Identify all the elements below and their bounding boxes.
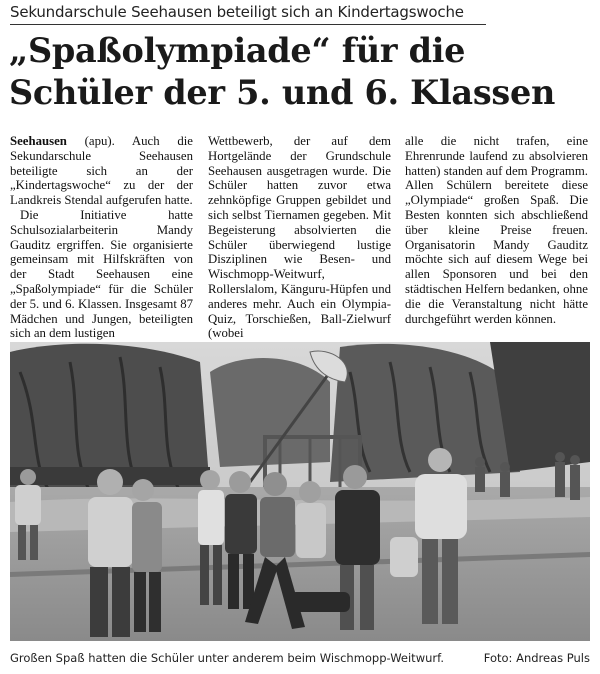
headline bbox=[9, 30, 594, 114]
dateline: Seehausen bbox=[10, 134, 67, 148]
paragraph: Die Initiative hatte Schulsozialarbeiterin Mandy Gauditz ergriffen. Sie organisierte gemeinsam mit Hilfskräften von der Stadt Seehausen eine „Spaßolympiade“ für die Schüler der 5. und 6. Klassen. Insgesamt 87 Mädchen und Jungen, beteiligten sich an dem lustigen bbox=[10, 207, 193, 341]
article-column-2 bbox=[208, 134, 391, 341]
article-column-3 bbox=[405, 134, 588, 326]
paragraph-text: (apu). Auch die Sekundarschule Seehausen beteiligte sich an der „Kindertagswoche“ zu der der Landkreis Stendal aufgerufen hatte. bbox=[10, 134, 193, 208]
caption-text: Großen Spaß hatten die Schüler unter anderem beim Wischmopp-Weitwurf. bbox=[10, 651, 444, 665]
article-column-1 bbox=[10, 134, 193, 341]
headline-line-1: „Spaßolympiade“ für die bbox=[9, 31, 466, 70]
photo-illustration bbox=[10, 342, 590, 641]
paragraph: Wettbewerb, der auf dem Hortgelände der Grundschule Seehausen ausgetragen wurde. Die Schüler hatten zuvor etwa zehnköpfige Gruppen gebildet und sich selbst Tiernamen gegeben. Mit Begeisterung absolvierten die Schüler überwiegend lustige Disziplinen wie Besen- und Wischmopp-Weitwurf, Rollerslalom, Känguru-Hüpfen und anderes mehr. Auch ein Olympia-Quiz, Torschießen, Ball-Zielwurf (wobei bbox=[208, 134, 391, 341]
schoolyard-photo bbox=[10, 342, 590, 641]
photo-caption bbox=[10, 651, 590, 665]
paragraph: alle die nicht trafen, eine Ehrenrunde laufend zu absolvieren hatten) standen auf dem Programm. Allen Schülern bereitete diese „Olympiade“ großen Spaß. Die Besten konnten sich abschließend über kleine Preise freuen. Organisatorin Mandy Gauditz möchte sich auf diesem Wege bei allen Sponsoren und bei den städtischen Helfern bedanken, ohne die die Veranstaltung nicht hätte durchgeführt werden können. bbox=[405, 134, 589, 326]
kicker-line: Sekundarschule Seehausen beteiligt sich an Kindertagswoche bbox=[10, 3, 486, 25]
headline-line-2: Schüler der 5. und 6. Klassen bbox=[9, 73, 556, 112]
paragraph bbox=[10, 134, 193, 208]
photo-credit: Foto: Andreas Puls bbox=[483, 651, 590, 665]
